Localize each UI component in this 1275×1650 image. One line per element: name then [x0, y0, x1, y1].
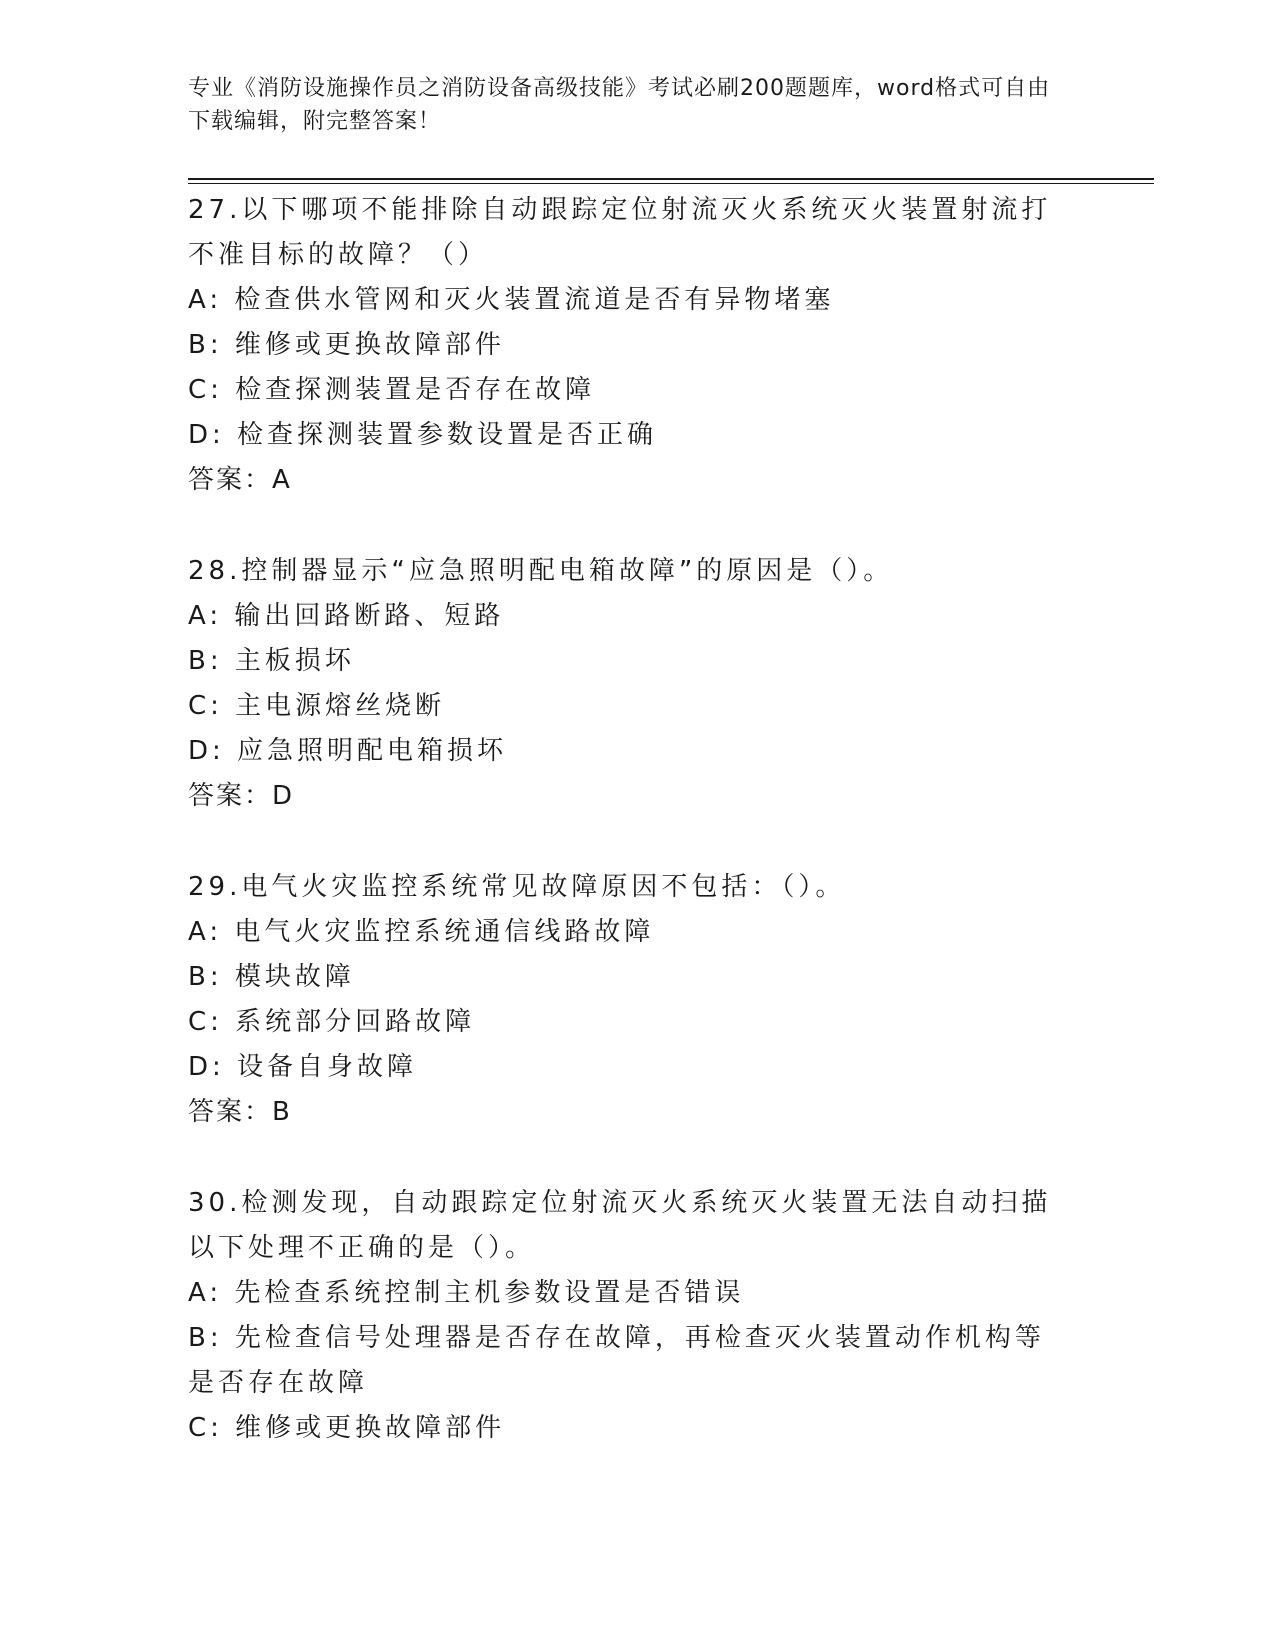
option-c: C: 检查探测装置是否存在故障: [188, 375, 596, 405]
answer-line: 答案：B: [188, 1097, 292, 1127]
option-d: D: 应急照明配电箱损坏: [188, 736, 508, 766]
option-c: C: 主电源熔丝烧断: [188, 691, 446, 721]
option-b: B: 模块故障: [188, 962, 355, 992]
option-b: B: 主板损坏: [188, 646, 355, 676]
answer-line: 答案：D: [188, 781, 295, 811]
question-30: [188, 1181, 1068, 1451]
option-c: C: 系统部分回路故障: [188, 1007, 476, 1037]
option-a: A: 先检查系统控制主机参数设置是否错误: [188, 1278, 745, 1308]
option-a: A: 输出回路断路、短路: [188, 601, 505, 631]
option-d: D: 检查探测装置参数设置是否正确: [188, 420, 658, 450]
question-stem: 29.电气火灾监控系统常见故障原因不包括：（）。: [188, 872, 846, 902]
answer-line: 答案：A: [188, 465, 292, 495]
question-list: [188, 188, 1068, 1497]
page-header: 专业《消防设施操作员之消防设备高级技能》考试必刷200题题库，word格式可自由下载编辑，附完整答案！: [188, 76, 1051, 134]
header-divider-thin: [188, 183, 1154, 184]
option-a: A: 电气火灾监控系统通信线路故障: [188, 917, 655, 947]
header-divider-thick: [188, 178, 1154, 180]
option-b: B: 维修或更换故障部件: [188, 330, 505, 360]
question-27: [188, 188, 1068, 503]
option-c: C: 维修或更换故障部件: [188, 1413, 506, 1443]
question-stem: 28.控制器显示“应急照明配电箱故障”的原因是（）。: [188, 556, 894, 586]
question-stem: 30.检测发现，自动跟踪定位射流灭火系统灭火装置无法自动扫描以下处理不正确的是（）。: [188, 1188, 1052, 1263]
option-b: B: 先检查信号处理器是否存在故障，再检查灭火装置动作机构等是否存在故障: [188, 1323, 1045, 1398]
option-d: D: 设备自身故障: [188, 1052, 418, 1082]
question-29: [188, 865, 1068, 1135]
question-28: [188, 549, 1068, 819]
question-stem: 27.以下哪项不能排除自动跟踪定位射流灭火系统灭火装置射流打不准目标的故障？（）: [188, 195, 1052, 270]
option-a: A: 检查供水管网和灭火装置流道是否有异物堵塞: [188, 285, 835, 315]
